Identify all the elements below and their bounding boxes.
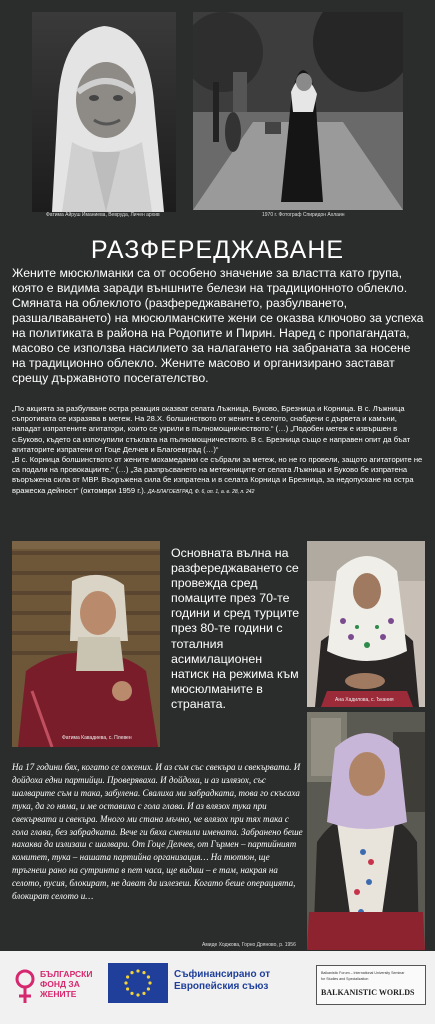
quote-2-source: ДА-БЛАГОЕВГРАД, Ф. 6, оп. 1, а. е. 28, л. 242 [147,488,255,495]
fund-line-3: ЖЕНИТЕ [40,989,77,999]
fund-line-2: ФОНД ЗА [40,979,80,989]
mid-paragraph: Основната вълна на разфереджаването се провежда сред помаците през 70-те години и сред турците през 80-те години с тоталния асимилационен натиск на режима към мюсюлманите в страната. [171,546,300,711]
intro-paragraph: Жените мюсюлманки са от особено значение за властта като група, която е видима заради външните белези на традиционното облекло. Смяната на облеклото (разфереджаването, разбулването, разшалваването) на мюсюлманските жени се оказва ключово за успеха на политиката в района на Родопите и Пирин. Наред с пропагандата, масово се използва насилието за налагането на забраната за носене на традиционно облекло. Жените масово и организирано застават срещу държавното посегателство. [12,266,424,385]
photo-woman-red-dress [12,541,160,747]
photo2-caption: 1970 г. Фотограф Спиридон Ахлаин [262,212,345,218]
photo1-caption: Фатима Айруш Иманиева, Вевруда, Личен архив [46,212,160,218]
eu-cofunded-logo [108,961,304,1009]
balkanistic-worlds-logo [316,965,426,1005]
photo-street-woman-walking [193,12,403,210]
story-author-caption: Амиде Ходжова, Горно Дряново, р. 1956 [202,942,296,948]
photo-portrait-woman-scarf [32,12,176,212]
photo4-caption: Ана Хадилова, с. Ъкания [335,697,394,703]
photo3-caption: Фатима Кавадиева, с. Плевен [62,735,132,741]
quote-1: „По акцията за разбулване остра реакция оказват селата Лъжница, Буково, Брезница и Корница. В с. Лъжница съпротивата се изразява в метеж. На 28.Х. болшинството от жените в селото, снабдени с дървета и камъни, нападат изпратените агитатори, които се укрили в пълномощничеството.“ (…) „Подобен метеж е извършен в с.Буково, където са изпочупили стъклата на пълномощничеството. В с. Брезница също е направен опит да бъат агитаторите изпратени от Гоце Делчев и Благоевград (…)“ [12,404,411,454]
bw-line-2: for Studies and Specialization [321,977,369,981]
bw-name: BALKANISTIC WORLDS [321,988,415,997]
footer-logos [0,951,435,1024]
bw-line-1: Balkanistic Forum – International University Seminar [321,971,405,975]
eu-flag-icon [108,963,168,1003]
eu-line-2: Европейския съюз [174,981,269,992]
oral-history-story: На 17 години бях, когато се ожених. И аз съм със свекъра и свекървата. И дойдоха едни партийци. Проверяваха. И дойдоха, и аз излязох, със шалварите съм и така, забулена. Свалиха ми забрадката, това го скъсаха тука, да го няма, и ме оставиха с гола глава. И аз влязох тука при свекървата и свекъра. Много ми стана мъчно, че влязох при тях така с гола глава, без забрадката. Вече ги бяха сменили имената. Забранено беше нахаква да излизаш с шалвари. От Гоце Делчев, от Гърмен – партийният комитет, тука – нашата партийна организация… На тютюн, ще тръгнеш рано на сутринта в пет часа, ще видиш – е там, накрая на селото, пусия, блокират, не дават да излезеш. Когато беше операцията, блокират селото и… [12,762,303,902]
quote-2-text: „В с. Корница болшинството от жените мохамеданки се събрали за метеж, но не го провели, защото агитаторите не са подали на провокациите.“ (…) „За разпръсването на метежниците от селата Лъжница и Буково бе изпратена въоръжена сила от МВР. Въоръжена сила бе изпратена и в селата Корница и Брезница, за недопускане на остра вражеска дейност“ (октомври 1959 г.). [12,455,423,495]
page-title: РАЗФЕРЕДЖАВАНЕ [90,236,345,264]
bulgarian-fund-for-women-logo [14,965,104,1009]
eu-line-1: Съфинансирано от [174,969,271,980]
photo-seated-woman-white-scarf [307,541,425,707]
woman-symbol-icon [14,967,36,1007]
photo-standing-woman-lilac-scarf [307,712,425,950]
quote-2 [12,455,424,497]
fund-line-1: БЪЛГАРСКИ [40,969,93,979]
archive-quotes [12,404,424,497]
